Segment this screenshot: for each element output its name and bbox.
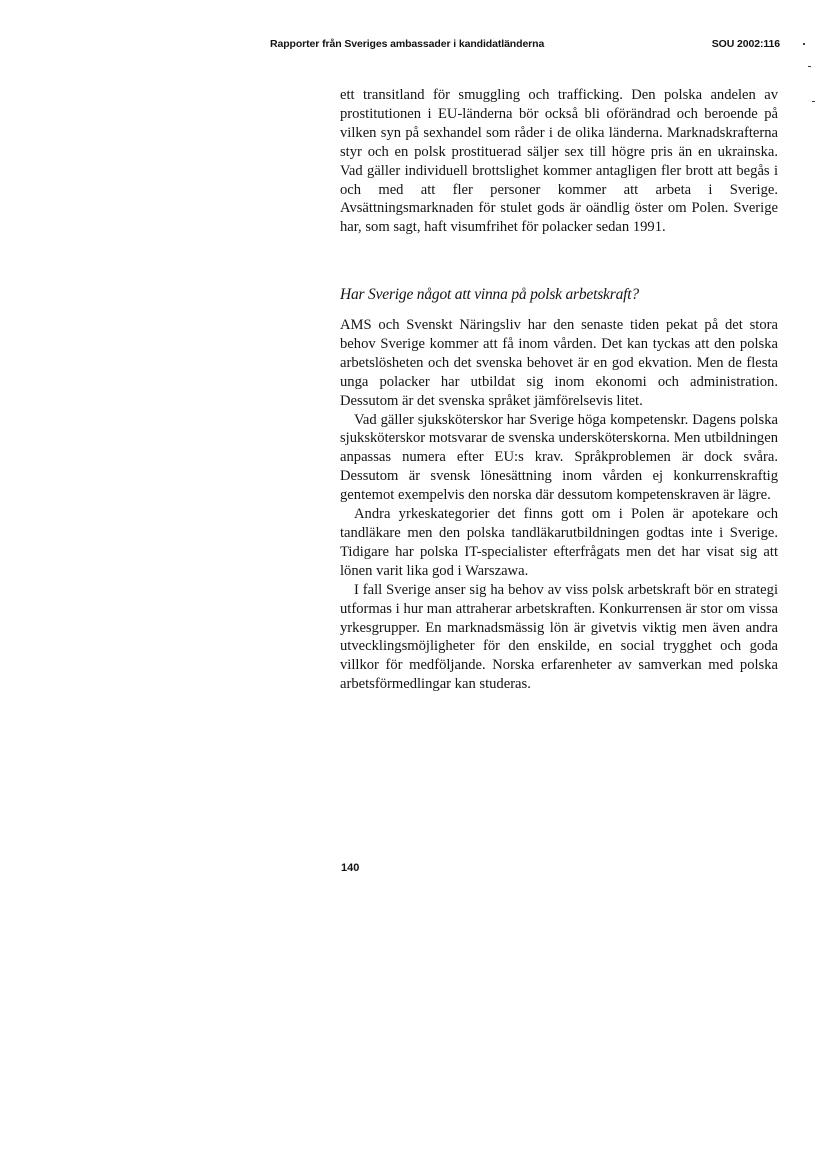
section-body [340, 316, 778, 694]
header-document-id: SOU 2002:116 [711, 38, 780, 50]
page-number: 140 [341, 862, 360, 874]
scan-speck [812, 101, 815, 102]
page-body [340, 86, 778, 693]
paragraph-2: Vad gäller sjuksköterskor har Sverige höga kompetenskr. Dagens polska sjuksköterskor motsvarar de svenska undersköterskorna. Men utbildningen anpassas numera efter EU:s krav. Språkproblemen är dock svåra. Dessutom är svensk lönesättning inom vården ej konkurrenskraftig gentemot exempelvis den norska där dessutom kompetenskraven är lägre. [340, 411, 778, 504]
scan-speck [803, 43, 805, 45]
header-report-title: Rapporter från Sveriges ambassader i kandidatländerna [270, 38, 545, 50]
scan-speck [808, 66, 811, 67]
paragraph-1: AMS och Svenskt Näringsliv har den senaste tiden pekat på det stora behov Sverige kommer att få inom vården. Det kan tyckas att den polska arbetslösheten och det svenska behovet är en god ekvation. Men de flesta unga polacker har utbildat sig inom ekonomi och administration. Dessutom är det svenska språket jämförelsevis litet. [340, 317, 778, 409]
paragraph-4: I fall Sverige anser sig ha behov av viss polsk arbetskraft bör en strategi utformas i hur man attraherar arbetskraften. Konkurrensen är stor om vissa yrkesgrupper. En marknadsmässig lön är givetvis viktig men även andra utvecklingsmöjligheter för den enskilde, en social trygghet och goda villkor för medföljande. Norska erfarenheter av samverkan med polska arbetsförmedlingar kan studeras. [340, 581, 778, 693]
intro-paragraph: ett transitland för smuggling och trafficking. Den polska andelen av prostitutionen i EU-länderna bör också bli oförändrad och beroende på vilken syn på sexhandel som råder i de olika länderna. Marknadskrafterna styr och en polsk prostituerad säljer sex till högre pris än en ukrainska. Vad gäller individuell brottslighet kommer antagligen fler brott att begås i och med att fler personer kommer att arbeta i Sverige. Avsättningsmarknaden för stulet gods är oändlig öster om Polen. Sverige har, som sagt, haft visumfrihet för polacker sedan 1991. [340, 87, 778, 236]
section-heading: Har Sverige något att vinna på polsk arbetskraft? [340, 286, 639, 303]
paragraph-3: Andra yrkeskategorier det finns gott om i Polen är apotekare och tandläkare men den polska tandläkarutbildningen godtas inte i Sverige. Tidigare har polska IT-specialister efterfrågats men det har visat sig att lönen varit lika god i Warszawa. [340, 506, 778, 579]
